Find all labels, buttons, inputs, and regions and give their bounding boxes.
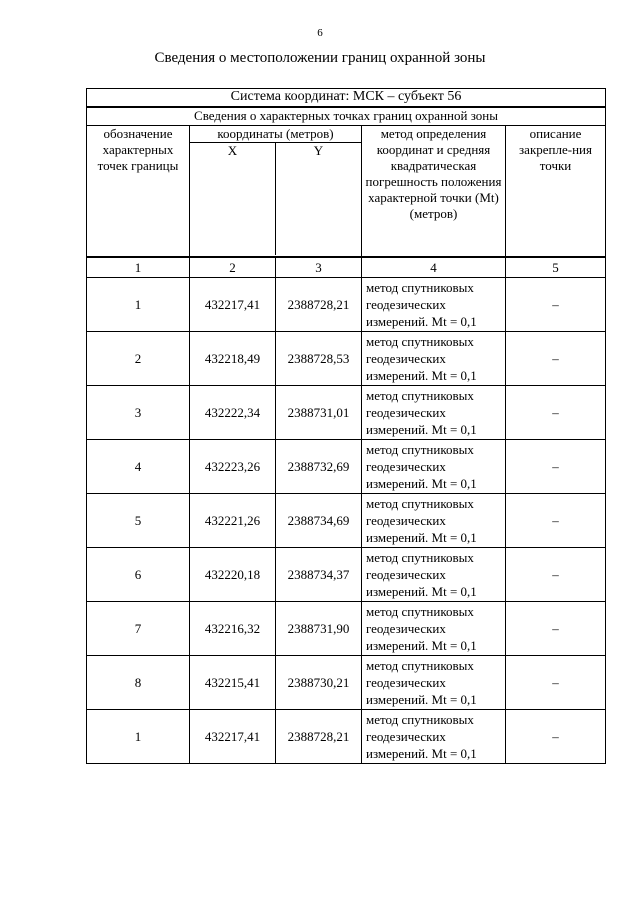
cell-y: 2388731,01 xyxy=(276,386,362,440)
page-number: 6 xyxy=(317,27,323,39)
cell-y: 2388730,21 xyxy=(276,656,362,710)
cell-x: 432215,41 xyxy=(190,656,276,710)
header-coords xyxy=(190,126,362,258)
table-row xyxy=(87,710,606,764)
cell-method: метод спутниковых геодезических измерений. Мt = 0,1 xyxy=(362,332,506,386)
cell-x: 432217,41 xyxy=(190,710,276,764)
cell-method: метод спутниковых геодезических измерений. Мt = 0,1 xyxy=(362,602,506,656)
cell-desc: – xyxy=(506,710,606,764)
cell-method: метод спутниковых геодезических измерений. Мt = 0,1 xyxy=(362,386,506,440)
header-coords-label: координаты (метров) xyxy=(190,126,361,143)
cell-method: метод спутниковых геодезических измерений. Мt = 0,1 xyxy=(362,656,506,710)
cell-x: 432218,49 xyxy=(190,332,276,386)
cell-x: 432220,18 xyxy=(190,548,276,602)
table-row xyxy=(87,278,606,332)
table-row xyxy=(87,440,606,494)
header-x: X xyxy=(190,143,276,255)
cell-method: метод спутниковых геодезических измерений. Мt = 0,1 xyxy=(362,278,506,332)
table-row xyxy=(87,386,606,440)
cell-method: метод спутниковых геодезических измерений. Мt = 0,1 xyxy=(362,494,506,548)
cell-desc: – xyxy=(506,440,606,494)
cell-method: метод спутниковых геодезических измерений. Мt = 0,1 xyxy=(362,440,506,494)
cell-desc: – xyxy=(506,494,606,548)
cell-point: 4 xyxy=(87,440,190,494)
table-row xyxy=(87,548,606,602)
cell-x: 432221,26 xyxy=(190,494,276,548)
table-row xyxy=(87,602,606,656)
cell-point: 7 xyxy=(87,602,190,656)
cell-y: 2388731,90 xyxy=(276,602,362,656)
cell-x: 432223,26 xyxy=(190,440,276,494)
header-method: метод определения координат и средняя квадратическая погрешность положения характерной точки (Мt) (метров) xyxy=(362,126,506,258)
col-number: 5 xyxy=(506,257,606,278)
cell-x: 432216,32 xyxy=(190,602,276,656)
cell-point: 2 xyxy=(87,332,190,386)
coordinate-system-header: Система координат: МСК – субъект 56 xyxy=(87,89,606,108)
cell-desc: – xyxy=(506,656,606,710)
column-numbers-row xyxy=(87,257,606,278)
cell-method: метод спутниковых геодезических измерений. Мt = 0,1 xyxy=(362,548,506,602)
col-number: 2 xyxy=(190,257,276,278)
table-row xyxy=(87,656,606,710)
document-title: Сведения о местоположении границ охранной зоны xyxy=(154,50,486,66)
points-subheader: Сведения о характерных точках границ охранной зоны xyxy=(87,107,606,126)
cell-point: 8 xyxy=(87,656,190,710)
cell-y: 2388734,37 xyxy=(276,548,362,602)
cell-desc: – xyxy=(506,548,606,602)
cell-desc: – xyxy=(506,386,606,440)
cell-y: 2388732,69 xyxy=(276,440,362,494)
col-number: 4 xyxy=(362,257,506,278)
header-y: Y xyxy=(313,143,324,158)
cell-point: 6 xyxy=(87,548,190,602)
cell-x: 432222,34 xyxy=(190,386,276,440)
cell-y: 2388728,21 xyxy=(276,710,362,764)
cell-point: 3 xyxy=(87,386,190,440)
table-row xyxy=(87,494,606,548)
col-number: 1 xyxy=(87,257,190,278)
cell-point: 1 xyxy=(87,710,190,764)
cell-y: 2388728,21 xyxy=(276,278,362,332)
cell-desc: – xyxy=(506,332,606,386)
cell-desc: – xyxy=(506,602,606,656)
cell-desc: – xyxy=(506,278,606,332)
header-point: обозначение характерных точек границы xyxy=(87,126,190,258)
cell-method: метод спутниковых геодезических измерений. Мt = 0,1 xyxy=(362,710,506,764)
boundary-points-table xyxy=(86,88,606,764)
table-row xyxy=(87,332,606,386)
cell-point: 1 xyxy=(87,278,190,332)
header-desc: описание закрепле-ния точки xyxy=(506,126,606,258)
cell-y: 2388728,53 xyxy=(276,332,362,386)
cell-y: 2388734,69 xyxy=(276,494,362,548)
cell-point: 5 xyxy=(87,494,190,548)
cell-x: 432217,41 xyxy=(190,278,276,332)
col-number: 3 xyxy=(276,257,362,278)
